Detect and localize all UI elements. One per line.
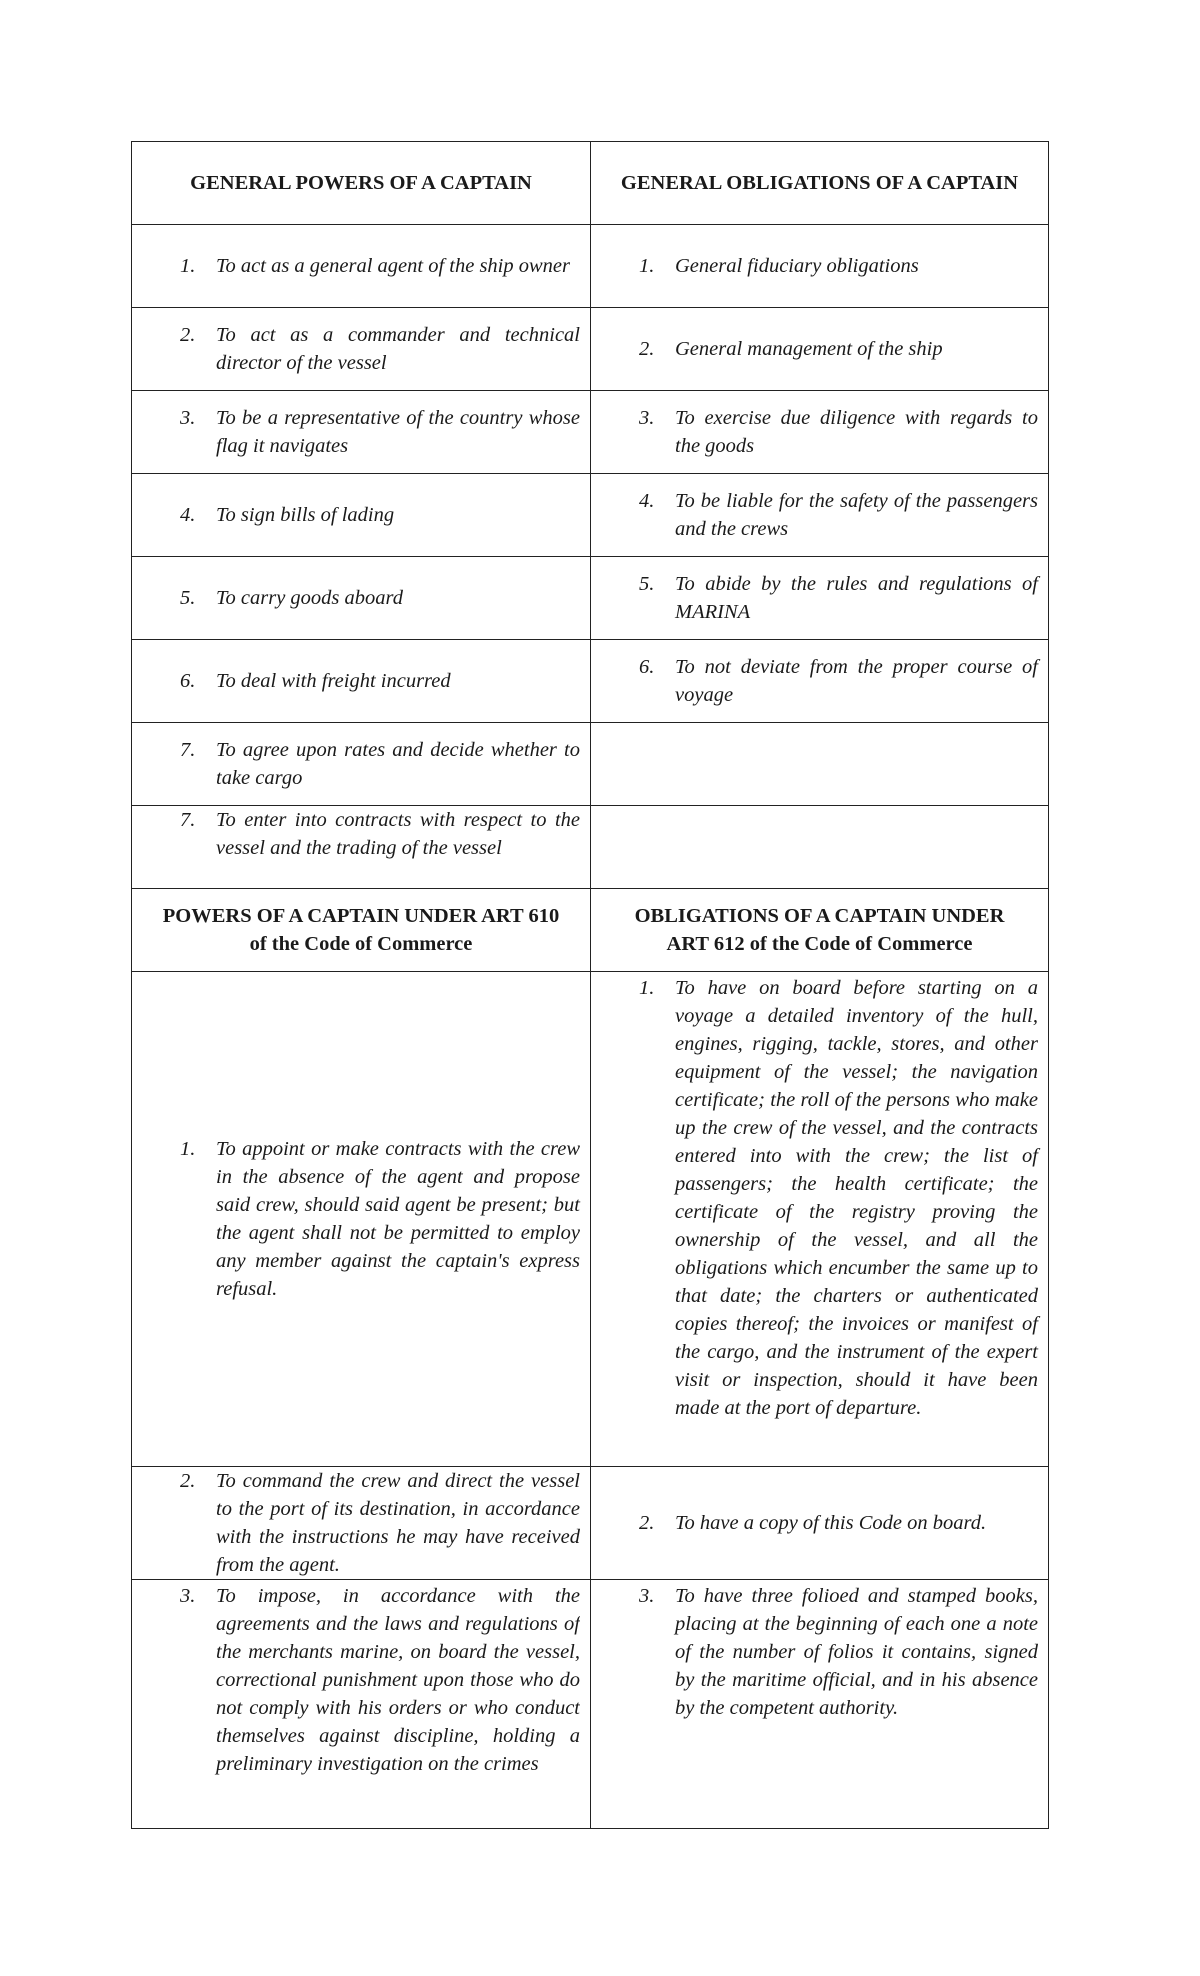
item-number: 2. <box>639 338 655 360</box>
item-text: To appoint or make contracts with the crew in the absence of the agent and propose said crew, should said agent be present; but the agent shall not be permitted to employ any member against the captain's express refusal. <box>216 1138 580 1300</box>
header-line: OBLIGATIONS OF A CAPTAIN UNDER <box>634 905 1005 927</box>
power-cell <box>132 308 591 391</box>
table-row <box>132 723 1049 806</box>
captain-powers-obligations-table <box>131 141 1049 1829</box>
power-cell <box>132 723 591 806</box>
item-text: To command the crew and direct the vessel to the port of its destination, in accordance with the instructions he may have received from the agent. <box>216 1470 580 1576</box>
item-number: 3. <box>180 407 196 429</box>
empty-obligation-cell <box>591 723 1049 806</box>
item-text: To act as a general agent of the ship owner <box>216 255 570 277</box>
table-row <box>132 972 1049 1467</box>
power-cell <box>132 474 591 557</box>
item-text: To sign bills of lading <box>216 504 395 526</box>
table-row <box>132 225 1049 308</box>
item-number: 1. <box>180 255 196 277</box>
obligation-cell <box>591 308 1049 391</box>
item-number: 3. <box>639 1585 655 1607</box>
obligation-cell <box>591 1580 1049 1829</box>
obligation-cell <box>591 225 1049 308</box>
item-number: 7. <box>180 809 196 831</box>
item-text: To have on board before starting on a voyage a detailed inventory of the hull, engines, rigging, tackle, stores, and other equipment of the vessel; the navigation certificate; the roll of the persons who make up the crew of the vessel, and the contracts entered into with the crew; the list of passengers; the health certificate; the certificate of the registry proving the ownership of the vessel, and all the obligations which encumber the same up to that date; the charters or authenticated copies thereof; the invoices or manifest of the cargo, and the instrument of the expert visit or inspection, should it have been made at the port of departure. <box>675 977 1038 1419</box>
item-number: 7. <box>180 739 196 761</box>
power-cell <box>132 1467 591 1580</box>
item-text: To abide by the rules and regulations of MARINA <box>675 573 1038 623</box>
obligation-cell <box>591 474 1049 557</box>
table-row <box>132 391 1049 474</box>
item-text: To enter into contracts with respect to the vessel and the trading of the vessel <box>216 809 580 859</box>
item-text: To deal with freight incurred <box>216 670 451 692</box>
item-text: To agree upon rates and decide whether to take cargo <box>216 739 580 789</box>
power-cell <box>132 391 591 474</box>
item-number: 2. <box>639 1512 655 1534</box>
item-text: To be a representative of the country whose flag it navigates <box>216 407 580 457</box>
item-text: To have a copy of this Code on board. <box>675 1512 987 1534</box>
table-header-row <box>132 889 1049 972</box>
item-text: To act as a commander and technical director of the vessel <box>216 324 580 374</box>
power-cell <box>132 557 591 640</box>
table-header-row <box>132 142 1049 225</box>
item-number: 2. <box>180 324 196 346</box>
header-line: of the Code of Commerce <box>249 933 473 955</box>
power-cell <box>132 1580 591 1829</box>
power-cell <box>132 972 591 1467</box>
item-text: To be liable for the safety of the passengers and the crews <box>675 490 1038 540</box>
item-text: To have three folioed and stamped books, placing at the beginning of each one a note of the number of folios it contains, signed by the maritime official, and in his absence by the competent authority. <box>675 1585 1038 1719</box>
item-number: 4. <box>639 490 655 512</box>
header-line: POWERS OF A CAPTAIN UNDER ART 610 <box>162 905 560 927</box>
header-general-powers: GENERAL POWERS OF A CAPTAIN <box>132 142 591 225</box>
item-text: To impose, in accordance with the agreements and the laws and regulations of the merchants marine, on board the vessel, correctional punishment upon those who do not comply with his orders or who conduct themselves against discipline, holding a preliminary investigation on the crimes <box>216 1585 580 1775</box>
header-line: ART 612 of the Code of Commerce <box>666 933 973 955</box>
table-row <box>132 474 1049 557</box>
item-number: 1. <box>639 977 655 999</box>
obligation-cell <box>591 1467 1049 1580</box>
table-row <box>132 557 1049 640</box>
item-number: 3. <box>639 407 655 429</box>
power-cell <box>132 225 591 308</box>
item-number: 1. <box>180 1138 196 1160</box>
obligation-cell <box>591 391 1049 474</box>
table-row <box>132 308 1049 391</box>
power-cell <box>132 640 591 723</box>
obligation-cell <box>591 640 1049 723</box>
item-number: 2. <box>180 1470 196 1492</box>
obligation-cell <box>591 972 1049 1467</box>
item-text: To carry goods aboard <box>216 587 403 609</box>
item-number: 6. <box>180 670 196 692</box>
table-row <box>132 806 1049 889</box>
item-number: 6. <box>639 656 655 678</box>
item-text: General management of the ship <box>675 338 943 360</box>
obligation-cell <box>591 557 1049 640</box>
table-row <box>132 640 1049 723</box>
table-row <box>132 1467 1049 1580</box>
header-art-610-powers <box>132 889 591 972</box>
header-general-obligations: GENERAL OBLIGATIONS OF A CAPTAIN <box>591 142 1049 225</box>
item-text: To exercise due diligence with regards to the goods <box>675 407 1038 457</box>
table-row <box>132 1580 1049 1829</box>
header-art-612-obligations <box>591 889 1049 972</box>
power-cell <box>132 806 591 889</box>
item-text: To not deviate from the proper course of voyage <box>675 656 1038 706</box>
item-number: 4. <box>180 504 196 526</box>
item-text: General fiduciary obligations <box>675 255 919 277</box>
item-number: 5. <box>639 573 655 595</box>
item-number: 1. <box>639 255 655 277</box>
item-number: 5. <box>180 587 196 609</box>
empty-obligation-cell <box>591 806 1049 889</box>
item-number: 3. <box>180 1585 196 1607</box>
